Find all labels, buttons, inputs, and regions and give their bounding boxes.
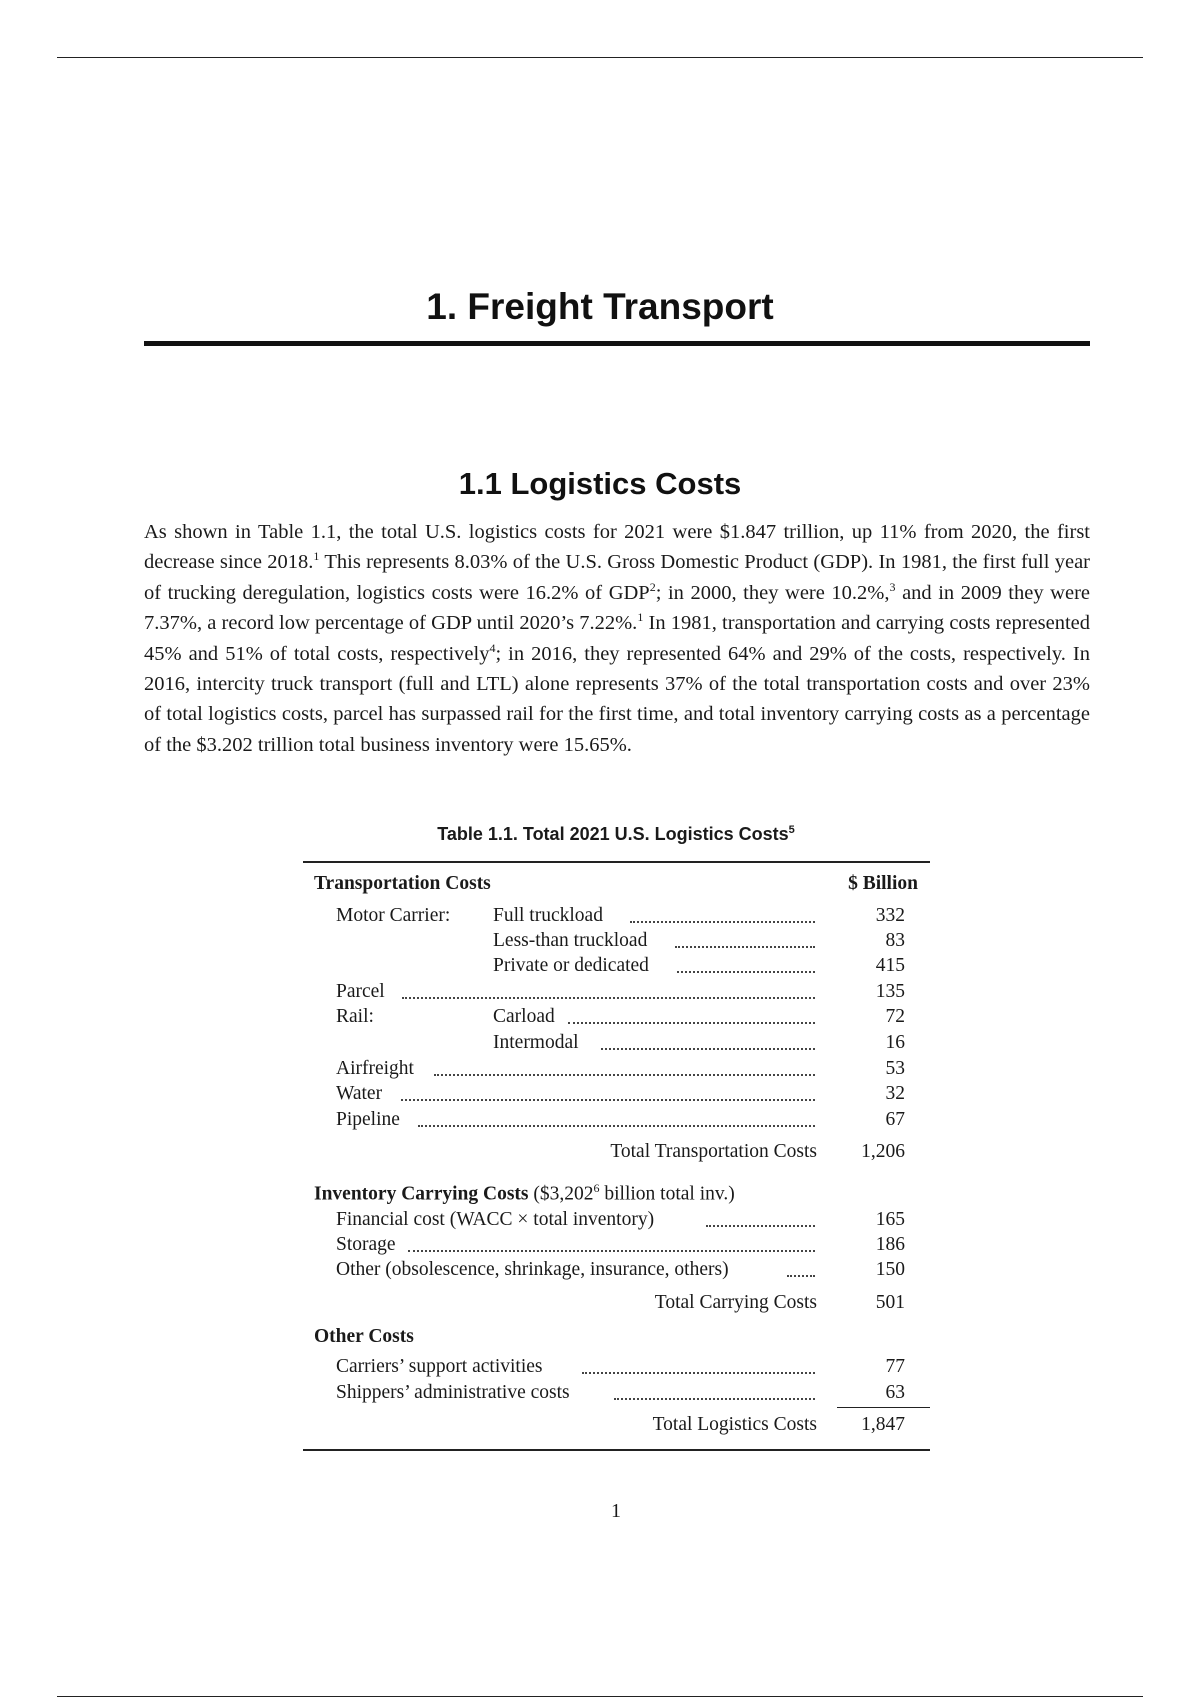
rail-label: Rail: [336, 1006, 374, 1027]
row-label-carload: Carload [493, 1006, 555, 1027]
footnote-ref: 5 [788, 824, 795, 836]
dot-leader [677, 971, 815, 973]
dot-leader [402, 997, 815, 999]
paragraph-text: and in 2009 they were 7.37%, a record low percentage of GDP until 2020’s 7.22%. [144, 581, 1090, 635]
total-logistics-label: Total Logistics Costs [652, 1414, 817, 1435]
row-value-intermodal: 16 [885, 1032, 905, 1053]
row-value-water: 32 [885, 1083, 905, 1104]
dot-leader [401, 1099, 815, 1101]
footnote-ref: 6 [593, 1181, 600, 1195]
table-caption-text: Table 1.1. Total 2021 U.S. Logistics Costs [437, 824, 789, 844]
dot-leader [434, 1074, 815, 1076]
row-label-parcel: Parcel [336, 981, 385, 1002]
footnote-ref: 2 [649, 579, 656, 594]
row-label-financial: Financial cost (WACC × total inventory) [336, 1209, 655, 1230]
inventory-header-text: Inventory Carrying Costs [314, 1183, 529, 1205]
row-label-other-inventory: Other (obsolescence, shrinkage, insurance, others) [336, 1259, 729, 1280]
table-top-rule [303, 861, 930, 863]
row-value-shippers-admin: 63 [885, 1382, 905, 1403]
row-label-carriers-support: Carriers’ support activities [336, 1356, 543, 1377]
row-value-storage: 186 [875, 1234, 905, 1255]
dot-leader [568, 1022, 815, 1024]
row-value-carriers-support: 77 [885, 1356, 905, 1377]
footnote-ref: 3 [889, 579, 896, 594]
row-value-parcel: 135 [875, 981, 905, 1002]
row-label-water: Water [336, 1083, 383, 1104]
inventory-note: billion total inv.) [599, 1183, 735, 1205]
paragraph-text: This represents 8.03% of the U.S. Gross Domestic Product (GDP). In 1981, the first full year of trucking deregulation, logistics costs were 16.2% of GDP [144, 551, 1091, 604]
row-value-airfreight: 53 [885, 1058, 905, 1079]
row-value-ltl: 83 [885, 930, 905, 951]
dot-leader [706, 1225, 815, 1227]
table-caption [0, 824, 1200, 845]
dot-leader [675, 946, 815, 948]
row-value-other-inventory: 150 [875, 1259, 905, 1280]
paragraph-text: In 1981, transportation and carrying costs represented 45% and 51% of total costs, respectively [144, 612, 1090, 665]
table-bottom-rule [303, 1449, 930, 1451]
row-value-financial: 165 [875, 1209, 905, 1230]
row-value-full-truckload: 332 [875, 905, 905, 926]
sum-rule [837, 1407, 930, 1408]
row-value-private: 415 [875, 955, 905, 976]
footnote-ref: 4 [489, 640, 496, 655]
dot-leader [408, 1250, 815, 1252]
paragraph-text: ; in 2000, they were 10.2%, [655, 581, 890, 604]
row-value-carload: 72 [885, 1006, 905, 1027]
inventory-note: ($3,202 [528, 1183, 594, 1205]
footnote-ref: 1 [313, 549, 320, 564]
row-value-pipeline: 67 [885, 1109, 905, 1130]
row-label-airfreight: Airfreight [336, 1058, 414, 1079]
dot-leader [614, 1398, 815, 1400]
row-label-private: Private or dedicated [493, 955, 649, 976]
paragraph-text: As shown in Table 1.1, the total U.S. logistics costs for 2021 were $1.847 trillion, up 11% from 2020, the first decrease since 2018. [144, 521, 1090, 574]
row-label-shippers-admin: Shippers’ administrative costs [336, 1382, 570, 1403]
inventory-costs-header [314, 1176, 735, 1207]
total-logistics-value: 1,847 [861, 1414, 905, 1435]
paragraph-text: ; in 2016, they represented 64% and 29% of the costs, respectively. In 2016, intercity truck transport (full and LTL) alone represents 37% of the total transportation costs and over 23% of total logistics costs, parcel has surpassed rail for the first time, and total inventory carrying costs as a percentage of the $3.202 trillion total business inventory were 15.65%. [144, 642, 1090, 756]
transport-costs-header: Transportation Costs [314, 873, 491, 894]
total-transport-value: 1,206 [861, 1141, 905, 1162]
chapter-title-rule [144, 341, 1090, 346]
header-rule [57, 57, 1143, 58]
row-label-intermodal: Intermodal [493, 1032, 579, 1053]
row-label-pipeline: Pipeline [336, 1109, 400, 1130]
total-carrying-value: 501 [875, 1292, 905, 1313]
motor-carrier-label: Motor Carrier: [336, 905, 451, 926]
dot-leader [418, 1125, 815, 1127]
row-label-storage: Storage [336, 1234, 396, 1255]
total-transport-label: Total Transportation Costs [610, 1141, 817, 1162]
dot-leader [582, 1372, 815, 1374]
row-label-ltl: Less-than truckload [493, 930, 648, 951]
body-paragraph [144, 517, 1090, 760]
other-costs-header: Other Costs [314, 1326, 414, 1347]
dot-leader [601, 1048, 815, 1050]
row-label-full-truckload: Full truckload [493, 905, 603, 926]
chapter-title: 1. Freight Transport [426, 286, 774, 327]
value-column-header: $ Billion [848, 873, 918, 894]
page-number: 1 [611, 1500, 621, 1522]
total-carrying-label: Total Carrying Costs [654, 1292, 817, 1313]
dot-leader [787, 1275, 815, 1277]
footer-rule [57, 1696, 1143, 1697]
dot-leader [630, 921, 815, 923]
section-title: 1.1 Logistics Costs [458, 466, 742, 501]
footnote-ref: 1 [637, 610, 644, 625]
